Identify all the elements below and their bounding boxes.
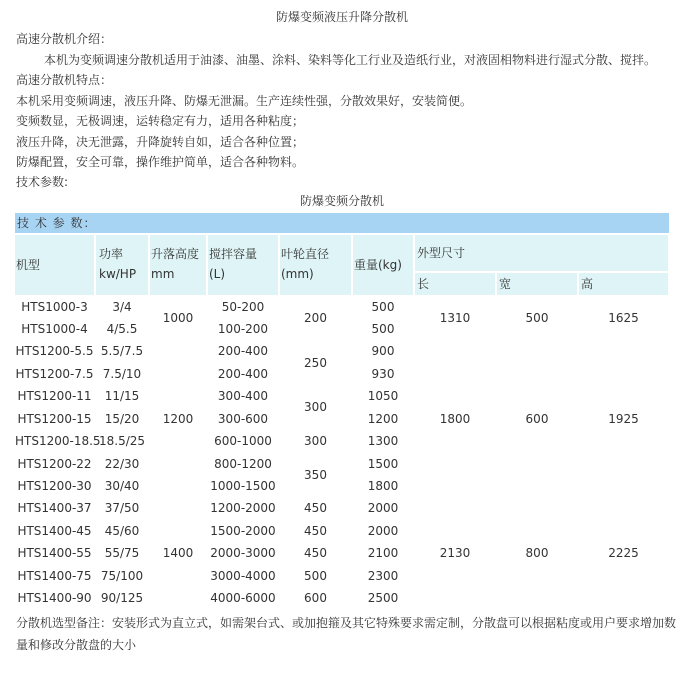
table-row-weight: 1300	[367, 434, 399, 448]
header-capacity-line1: 搅拌容量	[209, 247, 258, 261]
table-row-power: 30/40	[104, 479, 140, 493]
table-row-weight: 1800	[367, 479, 399, 493]
dims-width-group-2: 600	[525, 412, 549, 426]
features-heading: 高速分散机特点：	[16, 73, 113, 87]
header-model: 机型	[16, 258, 41, 272]
table-row-capacity: 300-400	[217, 389, 269, 403]
table-row-power: 55/75	[104, 546, 140, 560]
table-row-power: 15/20	[104, 412, 140, 426]
header-cell-model	[15, 235, 94, 295]
impeller-cell: 200	[304, 311, 327, 325]
table-row-capacity: 800-1200	[214, 457, 272, 471]
header-cell-impeller	[280, 235, 351, 295]
lift-cell-group-1: 1000	[162, 311, 194, 325]
header-lift-line1: 升落高度	[151, 247, 200, 261]
table-row-capacity: 600-1000	[214, 434, 272, 448]
table-caption: 防爆变频分散机	[299, 194, 384, 208]
table-row-model: HTS1400-55	[17, 546, 92, 560]
table-band	[15, 213, 669, 233]
dims-length-group-1: 1310	[439, 311, 471, 325]
impeller-cell: 350	[304, 468, 327, 482]
table-row-model: HTS1200-30	[17, 479, 92, 493]
table-row-capacity: 2000-3000	[210, 546, 276, 560]
dims-width-group-3: 800	[525, 546, 549, 560]
table-row-weight: 500	[371, 322, 395, 336]
header-weight: 重量(kg)	[354, 258, 402, 272]
feature-line-2: 变频数显，无极调速，运转稳定有力，适用各种粘度；	[16, 114, 305, 128]
table-row-weight: 2000	[367, 524, 399, 538]
table-row-model: HTS1400-75	[17, 569, 92, 583]
table-row-power: 5.5/7.5	[100, 344, 144, 358]
header-lift-line2: mm	[151, 267, 175, 281]
table-row-capacity: 4000-6000	[210, 591, 276, 605]
table-row-power: 18.5/25	[98, 434, 146, 448]
table-row-power: 37/50	[104, 501, 140, 515]
feature-line-4: 防爆配置，安全可靠，操作维护简单，适合各种物料。	[16, 155, 305, 169]
dims-length-group-2: 1800	[439, 412, 471, 426]
impeller-cell: 250	[304, 356, 327, 370]
table-row-capacity: 200-400	[217, 367, 269, 381]
table-row-model: HTS1200-22	[17, 457, 92, 471]
lift-cell-group-3: 1400	[162, 546, 194, 560]
table-row-power: 45/60	[104, 524, 140, 538]
table-row-weight: 930	[371, 367, 395, 381]
dims-height-group-3: 2225	[608, 546, 639, 560]
table-row-weight: 2000	[367, 501, 399, 515]
impeller-cell: 300	[304, 400, 327, 414]
table-row-weight: 900	[371, 344, 395, 358]
table-row-model: HTS1000-3	[21, 300, 88, 314]
dims-height-group-1: 1625	[608, 311, 639, 325]
table-row-capacity: 200-400	[217, 344, 269, 358]
table-row-model: HTS1400-37	[17, 501, 92, 515]
header-cell-weight	[353, 235, 413, 295]
impeller-cell: 450	[304, 524, 327, 538]
table-row-model: HTS1200-11	[17, 389, 92, 403]
header-power-line2: kw/HP	[99, 267, 137, 281]
impeller-cell: 500	[304, 569, 327, 583]
impeller-cell: 450	[304, 501, 327, 515]
table-row-model: HTS1400-45	[17, 524, 92, 538]
table-row-power: 7.5/10	[102, 367, 142, 381]
table-row-power: 22/30	[104, 457, 140, 471]
table-row-model: HTS1200-15	[17, 412, 92, 426]
header-cell-length	[415, 273, 495, 295]
header-cell-width	[497, 273, 577, 295]
lift-cell-group-2: 1200	[162, 412, 194, 426]
band-label: 技 术 参 数：	[17, 216, 97, 230]
table-row-weight: 500	[371, 300, 395, 314]
tech-heading: 技术参数:	[16, 175, 69, 189]
dims-height-group-2: 1925	[608, 412, 639, 426]
table-row-model: HTS1400-90	[17, 591, 92, 605]
header-impeller-line2: (mm)	[281, 267, 314, 281]
table-row-model: HTS1200-18.5	[15, 434, 101, 448]
header-impeller-line1: 叶轮直径	[281, 247, 330, 261]
table-row-power: 4/5.5	[106, 322, 138, 336]
header-width: 宽	[499, 277, 512, 291]
table-row-capacity: 3000-4000	[210, 569, 276, 583]
table-row-power: 3/4	[112, 300, 132, 314]
intro-heading: 高速分散机介绍：	[16, 32, 113, 46]
table-row-weight: 2500	[367, 591, 399, 605]
header-capacity-line2: (L)	[209, 267, 226, 281]
feature-line-3: 液压升降，决无泄露，升降旋转自如，适合各种位置；	[16, 135, 305, 149]
table-row-capacity: 1200-2000	[210, 501, 276, 515]
header-height: 高	[581, 277, 594, 291]
table-row-model: HTS1200-5.5	[15, 344, 94, 358]
table-row-weight: 1200	[367, 412, 399, 426]
header-dims: 外型尺寸	[417, 246, 466, 260]
table-row-capacity: 300-600	[217, 412, 269, 426]
intro-text: 本机为变频调速分散机适用于油漆、油墨、涂料、染料等化工行业及造纸行业，对液固相物料进行湿式分散、搅拌。	[44, 53, 657, 67]
footnote: 分散机选型备注：安装形式为直立式，如需架台式、或加抱箍及其它特殊要求需定制，分散盘可以根据粘度或用户要求增加数量和修改分散盘的大小	[16, 616, 677, 652]
header-cell-height	[579, 273, 668, 295]
table-row-power: 90/125	[100, 591, 144, 605]
table-row-capacity: 50-200	[221, 300, 265, 314]
table-row-power: 75/100	[100, 569, 144, 583]
table-row-weight: 1500	[367, 457, 399, 471]
table-row-capacity: 1500-2000	[210, 524, 276, 538]
table-row-model: HTS1000-4	[21, 322, 88, 336]
impeller-cell: 300	[304, 434, 327, 448]
header-cell-dims	[415, 235, 668, 271]
header-cell-capacity	[208, 235, 278, 295]
table-row-weight: 1050	[367, 389, 399, 403]
page-title: 防爆变频液压升降分散机	[275, 10, 408, 24]
impeller-cell: 450	[304, 546, 327, 560]
feature-line-1: 本机采用变频调速，液压升降、防爆无泄漏。生产连续性强，分散效果好，安装简便。	[16, 94, 473, 108]
header-power-line1: 功率	[99, 247, 124, 261]
table-row-capacity: 1000-1500	[210, 479, 276, 493]
table-row-weight: 2300	[367, 569, 399, 583]
header-cell-lift	[150, 235, 206, 295]
table-row-weight: 2100	[367, 546, 399, 560]
table-row-model: HTS1200-7.5	[15, 367, 94, 381]
table-row-power: 11/15	[104, 389, 140, 403]
header-length: 长	[417, 277, 430, 291]
header-cell-power	[96, 235, 148, 295]
dims-length-group-3: 2130	[439, 546, 471, 560]
table-row-capacity: 100-200	[217, 322, 269, 336]
impeller-cell: 600	[304, 591, 327, 605]
dims-width-group-1: 500	[525, 311, 549, 325]
